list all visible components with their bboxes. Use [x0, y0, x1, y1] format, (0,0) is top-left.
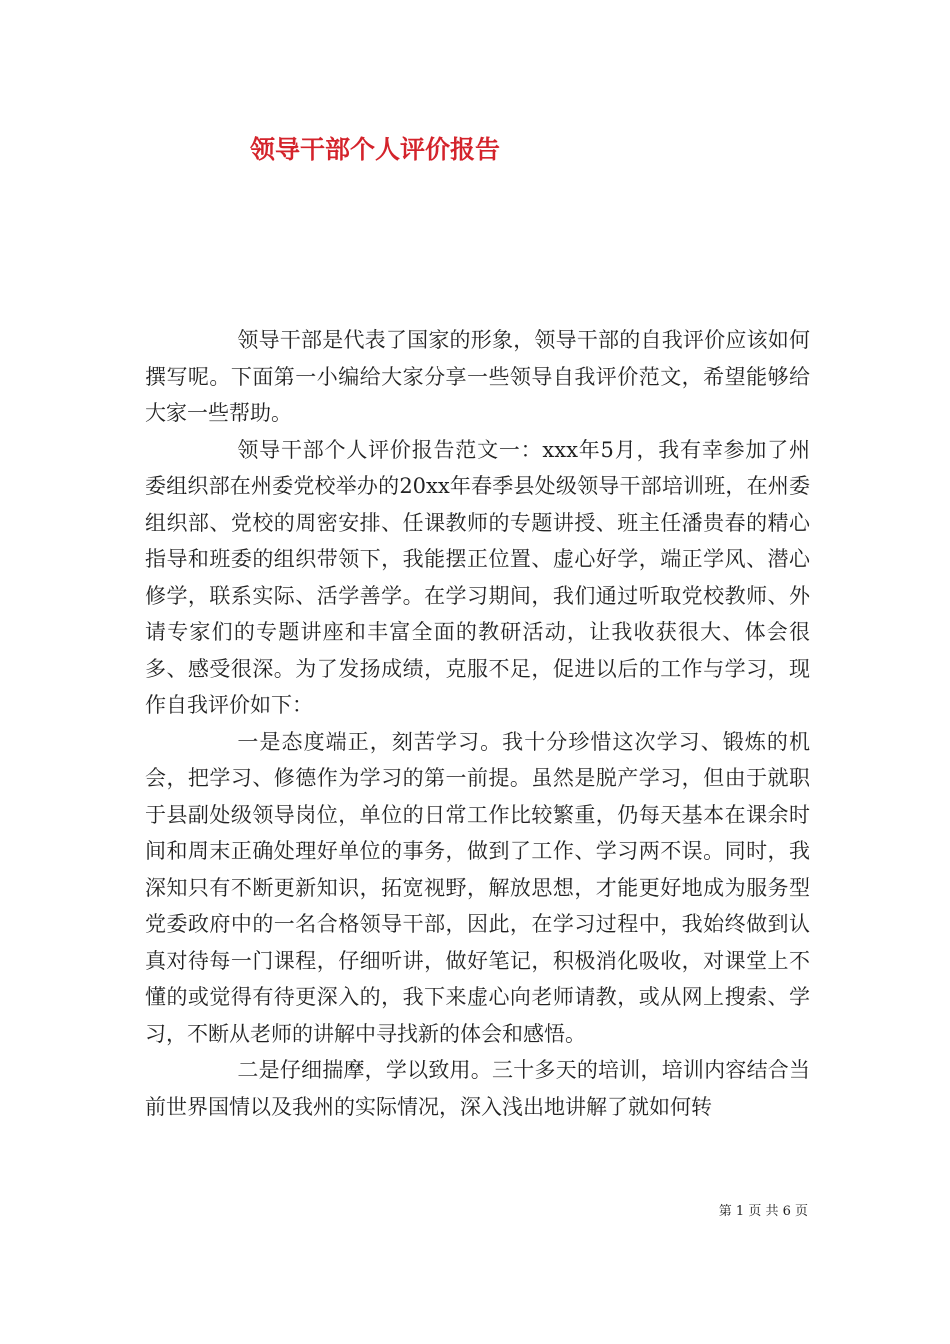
- paragraph-point-one: 一是态度端正，刻苦学习。我十分珍惜这次学习、锻炼的机会，把学习、修德作为学习的第一前提。虽然是脱产学习，但由于就职于县副处级领导岗位，单位的日常工作比较繁重，仍每天基本在课余时间和周末正确处理好单位的事务，做到了工作、学习两不误。同时，我深知只有不断更新知识，拓宽视野，解放思想，才能更好地成为服务型党委政府中的一名合格领导干部，因此，在学习过程中，我始终做到认真对待每一门课程，仔细听讲，做好笔记，积极消化吸收，对课堂上不懂的或觉得有待更深入的，我下来虚心向老师请教，或从网上搜索、学习，不断从老师的讲解中寻找新的体会和感悟。: [145, 729, 810, 1046]
- document-title-text: 领导干部个人评价报告: [249, 135, 500, 164]
- document-body: [145, 322, 810, 1125]
- page-number-footer: 第 1 页 共 6 页: [718, 1204, 808, 1219]
- document-title: [0, 130, 950, 170]
- paragraph-point-two: 二是仔细揣摩，学以致用。三十多天的培训，培训内容结合当前世界国情以及我州的实际情况，深入浅出地讲解了就如何转: [145, 1058, 810, 1119]
- paragraph-intro: 领导干部是代表了国家的形象，领导干部的自我评价应该如何撰写呢。下面第一小编给大家分享一些领导自我评价范文，希望能够给大家一些帮助。: [145, 328, 810, 425]
- paragraph-sample-one: 领导干部个人评价报告范文一：xxx年5月，我有幸参加了州委组织部在州委党校举办的20xx年春季县处级领导干部培训班，在州委组织部、党校的周密安排、任课教师的专题讲授、班主任潘贵春的精心指导和班委的组织带领下，我能摆正位置、虚心好学，端正学风、潜心修学，联系实际、活学善学。在学习期间，我们通过听取党校教师、外请专家们的专题讲座和丰富全面的教研活动，让我收获很大、体会很多、感受很深。为了发扬成绩，克服不足，促进以后的工作与学习，现作自我评价如下：: [145, 437, 810, 717]
